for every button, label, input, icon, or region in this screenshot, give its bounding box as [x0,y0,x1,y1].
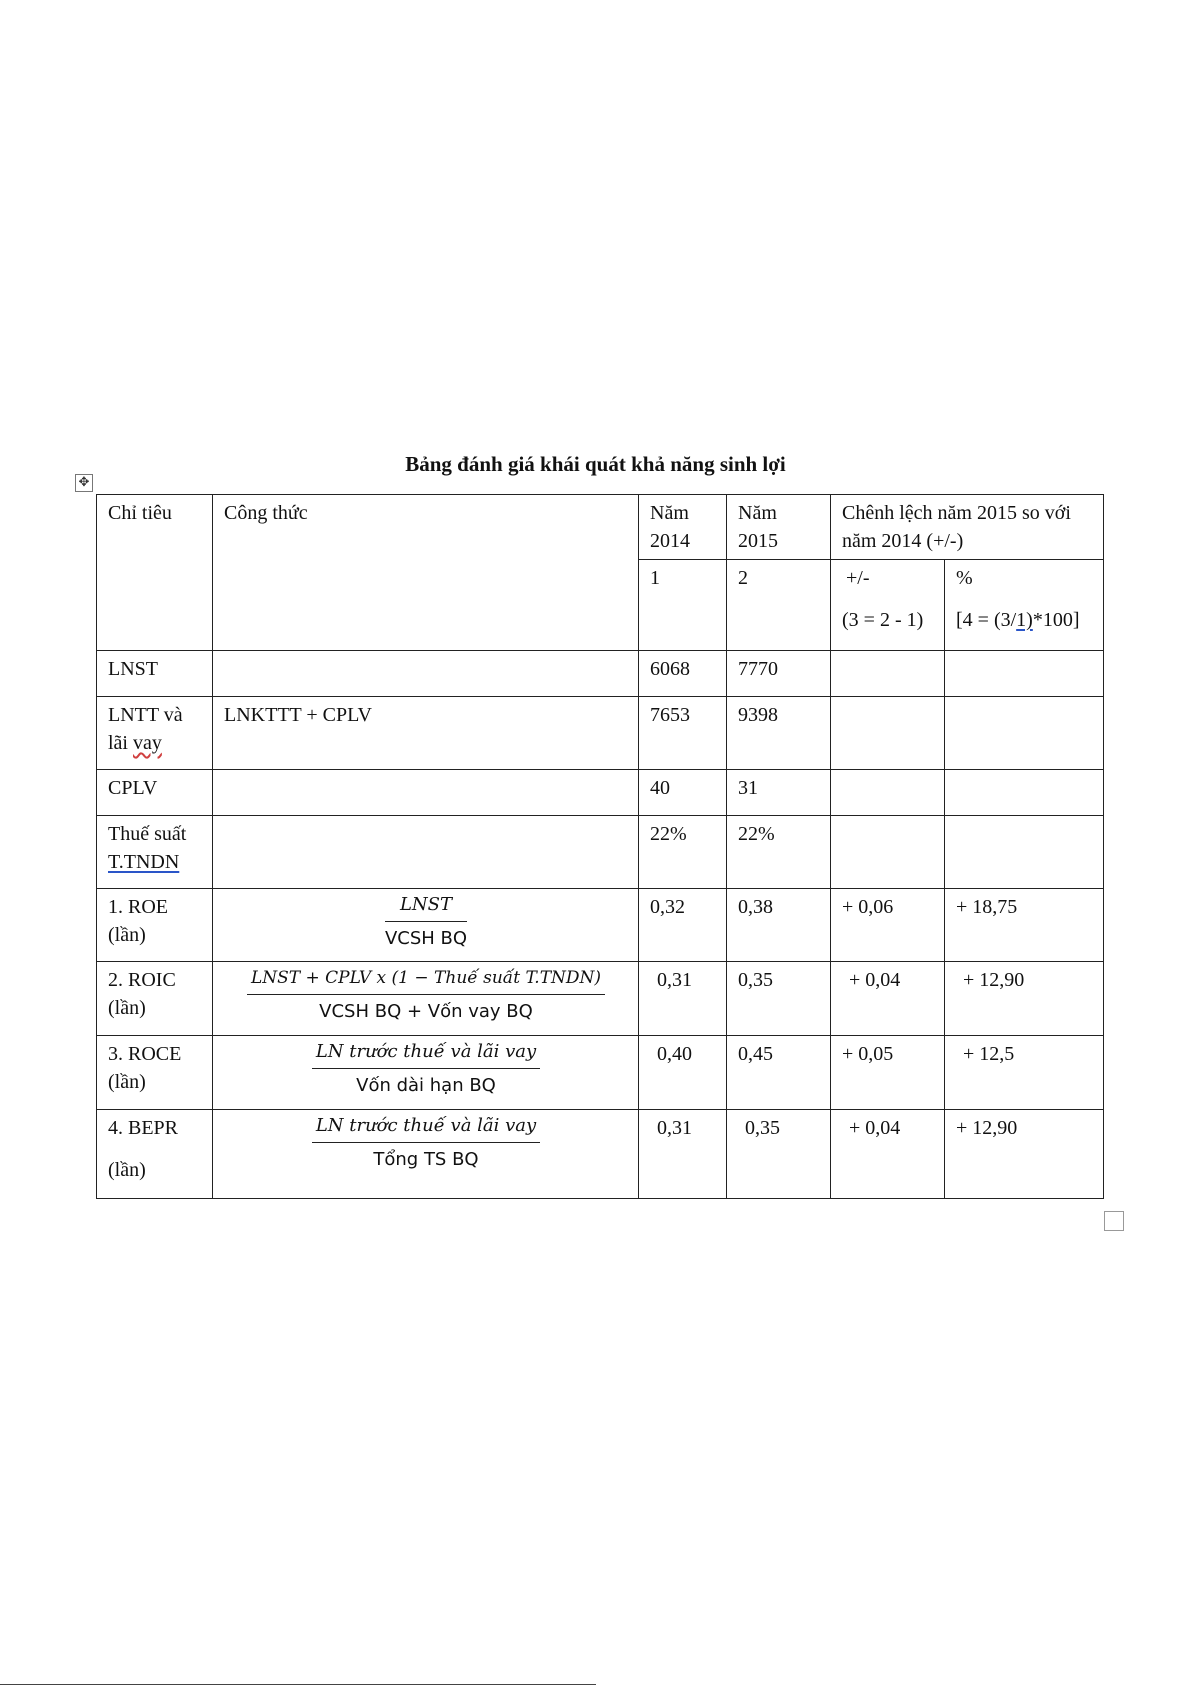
value-2015-cell: 0,38 [727,889,831,962]
table-row [97,770,1104,816]
pct-cell [945,697,1104,770]
formula-denominator: VCSH BQ + Vốn vay BQ [319,1001,533,1022]
formula-cell [213,816,639,889]
indicator-cell: LNTT và lãi vay [97,697,213,770]
formula-cell [213,889,639,962]
indicator-cell: CPLV [97,770,213,816]
indicator-cell: 1. ROE (lần) [97,889,213,962]
pct-cell [945,651,1104,697]
value-2014-cell: 22% [639,816,727,889]
value-2015-cell: 0,45 [727,1036,831,1110]
diff-cell: + 0,04 [831,1110,945,1199]
value-2015-cell: 22% [727,816,831,889]
value-2014-cell: 6068 [639,651,727,697]
pct-cell: + 12,90 [945,962,1104,1036]
diff-cell: + 0,06 [831,889,945,962]
header-2014: Năm 2014 [639,495,727,560]
header-indicator: Chỉ tiêu [97,495,213,651]
value-2014-cell: 0,40 [639,1036,727,1110]
diff-abs-formula: (3 = 2 - 1) [842,609,924,631]
formula-numerator: LNST + CPLV x (1 − Thuế suất T.TNDN) [247,964,605,995]
header-diff: Chênh lệch năm 2015 so với năm 2014 (+/-) [831,495,1104,560]
formula-numerator: LN trước thuế và lãi vay [312,1112,540,1143]
header-num-2: 2 [727,560,831,651]
formula-denominator: Tổng TS BQ [373,1149,479,1170]
table-row [97,1036,1104,1110]
formula-fraction [385,891,467,953]
diff-cell [831,770,945,816]
formula-cell [213,1036,639,1110]
formula-cell [213,651,639,697]
formula-fraction [312,1038,540,1100]
indicator-cell: 3. ROCE (lần) [97,1036,213,1110]
formula-denominator: VCSH BQ [384,928,468,949]
value-2015-cell: 0,35 [727,962,831,1036]
formula-numerator: LNST [385,891,467,922]
formula-fraction [312,1112,540,1174]
table-row [97,697,1104,770]
diff-cell: + 0,04 [831,962,945,1036]
value-2015-cell: 31 [727,770,831,816]
page-title: Bảng đánh giá khái quát khả năng sinh lợi [405,452,786,476]
table-row [97,1110,1104,1199]
table-header-row [97,495,1104,560]
value-2015-cell: 0,35 [727,1110,831,1199]
pct-cell: + 12,90 [945,1110,1104,1199]
header-2015: Năm 2015 [727,495,831,560]
table-resize-handle-icon[interactable] [1104,1211,1124,1231]
indicator-cell: Thuế suất T.TNDN [97,816,213,889]
value-2014-cell: 40 [639,770,727,816]
diff-pct-formula: [4 = (3/1)*100] [956,609,1080,631]
diff-cell: + 0,05 [831,1036,945,1110]
formula-cell: LNKTTT + CPLV [213,697,639,770]
pct-cell: + 12,5 [945,1036,1104,1110]
indicator-cell: 4. BEPR (lần) [97,1110,213,1199]
pct-cell [945,816,1104,889]
header-formula: Công thức [213,495,639,651]
diff-abs-label: +/- [846,567,870,589]
formula-numerator: LN trước thuế và lãi vay [312,1038,540,1069]
value-2014-cell: 0,32 [639,889,727,962]
indicator-cell: LNST [97,651,213,697]
indicator-cell: 2. ROIC (lần) [97,962,213,1036]
pct-cell: + 18,75 [945,889,1104,962]
formula-cell [213,770,639,816]
pct-cell [945,770,1104,816]
diff-cell [831,816,945,889]
diff-pct-label: % [956,567,973,589]
profitability-table [96,494,1104,1199]
table-row [97,651,1104,697]
header-num-1: 1 [639,560,727,651]
value-2015-cell: 9398 [727,697,831,770]
diff-cell [831,697,945,770]
formula-cell [213,962,639,1036]
formula-fraction [247,964,605,1026]
header-diff-pct [945,560,1104,651]
value-2014-cell: 0,31 [639,962,727,1036]
value-2015-cell: 7770 [727,651,831,697]
value-2014-cell: 0,31 [639,1110,727,1199]
table-move-handle-icon[interactable]: ✥ [75,474,93,492]
value-2014-cell: 7653 [639,697,727,770]
formula-denominator: Vốn dài hạn BQ [356,1075,496,1096]
table-row [97,889,1104,962]
table-row [97,816,1104,889]
diff-cell [831,651,945,697]
formula-cell [213,1110,639,1199]
header-diff-abs [831,560,945,651]
table-row [97,962,1104,1036]
